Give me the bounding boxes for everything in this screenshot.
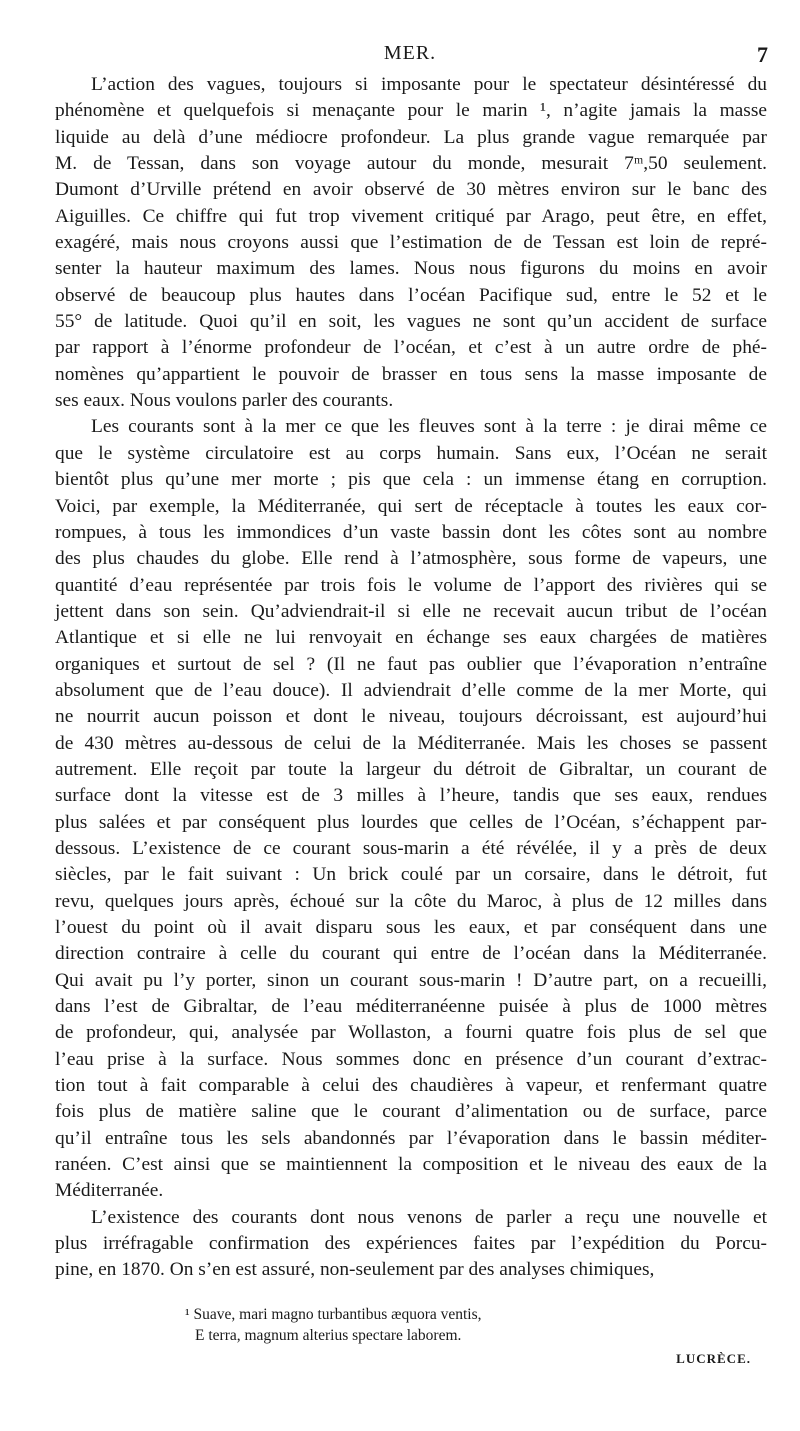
text-line: surface dont la vitesse est de 3 milles à l’heure, tandis que ses eaux, rendues	[55, 785, 767, 807]
text-line: senter la hauteur maximum des lames. Nous nous figurons du moins en avoir	[55, 258, 767, 280]
text-line: dessous. L’existence de ce courant sous-marin a été révélée, il y a près de deux	[55, 837, 767, 859]
text-line: par rapport à l’énorme profondeur de l’océan, et c’est à un autre ordre de phé-	[55, 337, 767, 359]
text-line: rompues, à tous les immondices d’un vaste bassin dont les côtes sont au nombre	[55, 521, 767, 543]
text-line: autrement. Elle reçoit par toute la largeur du détroit de Gibraltar, un courant de	[55, 758, 767, 780]
text-line: des plus chaudes du globe. Elle rend à l’atmosphère, sous forme de vapeurs, une	[55, 548, 767, 570]
text-line: 55° de latitude. Quoi qu’il en soit, les vagues ne sont qu’un accident de surface	[55, 311, 767, 333]
text-line: plus irréfragable confirmation des expériences faites par l’expédition du Porcu-	[55, 1233, 767, 1255]
text-line: dans l’est de Gibraltar, de l’eau méditerranéenne puisée à plus de 1000 mètres	[55, 996, 767, 1018]
text-line: Qui avait pu l’y porter, sinon un courant sous-marin ! D’autre part, on a recueilli,	[55, 969, 767, 991]
text-line: Atlantique et si elle ne lui renvoyait en échange ses eaux chargées de matières	[55, 627, 767, 649]
text-line: ses eaux. Nous voulons parler des courants.	[55, 390, 394, 412]
paragraph	[55, 414, 767, 1204]
text-line: quantité d’eau représentée par trois fois le volume de l’apport des rivières qui se	[55, 574, 767, 596]
text-line: liquide au delà d’une médiocre profondeur. La plus grande vague remarquée par	[55, 126, 767, 148]
text-line: revu, quelques jours après, échoué sur la côte du Maroc, à plus de 12 milles dans	[55, 890, 767, 912]
text-line: fois plus de matière saline que le courant d’alimentation ou de surface, parce	[55, 1101, 767, 1123]
footnote-author: LUCRÈCE.	[676, 1351, 751, 1366]
text-line: ne nourrit aucun poisson et dont le niveau, toujours décroissant, est aujourd’hui	[55, 706, 767, 728]
text-line: observé de beaucoup plus hautes dans l’océan Pacifique sud, entre le 52 et le	[55, 284, 767, 306]
footnote-line: E terra, magnum alterius spectare laborem.	[195, 1327, 462, 1344]
text-line: direction contraire à celle du courant qui entre de l’océan dans la Méditerranée.	[55, 943, 767, 965]
text-line: M. de Tessan, dans son voyage autour du monde, mesurait 7ᵐ,50 seulement.	[55, 153, 767, 175]
paragraph	[55, 1205, 767, 1284]
text-line: Aiguilles. Ce chiffre qui fut trop vivement critiqué par Arago, peut être, en effet,	[55, 205, 767, 227]
text-line: nomènes qu’appartient le pouvoir de brasser en tous sens la masse imposante de	[55, 363, 767, 385]
text-line: pine, en 1870. On s’en est assuré, non-seulement par des analyses chimiques,	[55, 1259, 655, 1281]
text-line: absolument que de l’eau douce). Il adviendrait d’elle comme de la mer Morte, qui	[55, 679, 767, 701]
text-line: tion tout à fait comparable à celui des chaudières à vapeur, et renfermant quatre	[55, 1075, 767, 1097]
text-line: l’ouest du point où il avait disparu sous les eaux, et par conséquent dans une	[55, 917, 767, 938]
text-line: L’existence des courants dont nous venons de parler a reçu une nouvelle et	[91, 1206, 767, 1228]
text-line: Dumont d’Urville prétend en avoir observé de 30 mètres environ sur le banc des	[55, 179, 767, 201]
page-header	[52, 42, 768, 72]
text-line: qu’il entraîne tous les sels abandonnés par l’évaporation dans le bassin méditer-	[55, 1127, 767, 1149]
text-line: Voici, par exemple, la Méditerranée, qui sert de réceptacle à toutes les eaux cor-	[55, 495, 767, 517]
text-line: Méditerranée.	[55, 1180, 164, 1202]
footnote	[185, 1304, 755, 1369]
body-text	[55, 72, 767, 1284]
text-line: exagéré, mais nous croyons aussi que l’estimation de de Tessan est loin de repré-	[55, 232, 767, 254]
text-line: L’action des vagues, toujours si imposante pour le spectateur désintéressé du	[91, 74, 767, 95]
text-line: siècles, par le fait suivant : Un brick coulé par un corsaire, dans le détroit, fut	[55, 864, 767, 886]
text-line: de profondeur, qui, analysée par Wollaston, a fourni quatre fois plus de sel que	[55, 1022, 767, 1044]
text-line: Les courants sont à la mer ce que les fleuves sont à la terre : je dirai même ce	[91, 416, 767, 438]
text-line: bientôt plus qu’une mer morte ; pis que cela : un immense étang en corruption.	[55, 469, 767, 491]
text-line: que le système circulatoire est au corps humain. Sans eux, l’Océan ne serait	[55, 442, 767, 464]
text-line: phénomène et quelquefois si menaçante pour le marin ¹, n’agite jamais la masse	[55, 100, 767, 122]
running-title: MER.	[383, 42, 437, 64]
text-line: l’eau prise à la surface. Nous sommes donc en présence d’un courant d’extrac-	[55, 1048, 767, 1070]
paragraph	[55, 72, 767, 414]
page-number: 7	[757, 42, 768, 67]
text-line: jettent dans son sein. Qu’adviendrait-il si elle ne recevait aucun tribut de l’océan	[55, 600, 767, 622]
text-line: organiques et surtout de sel ? (Il ne faut pas oublier que l’évaporation n’entraîne	[55, 653, 767, 675]
text-line: plus salées et par conséquent plus lourdes que celles de l’Océan, s’échappent par-	[55, 811, 767, 833]
footnote-line: ¹ Suave, mari magno turbantibus æquora ventis,	[185, 1306, 482, 1323]
text-line: ranéen. C’est ainsi que se maintiennent la composition et le niveau des eaux de la	[55, 1154, 767, 1176]
text-line: de 430 mètres au-dessous de celui de la Méditerranée. Mais les choses se passent	[55, 732, 767, 754]
